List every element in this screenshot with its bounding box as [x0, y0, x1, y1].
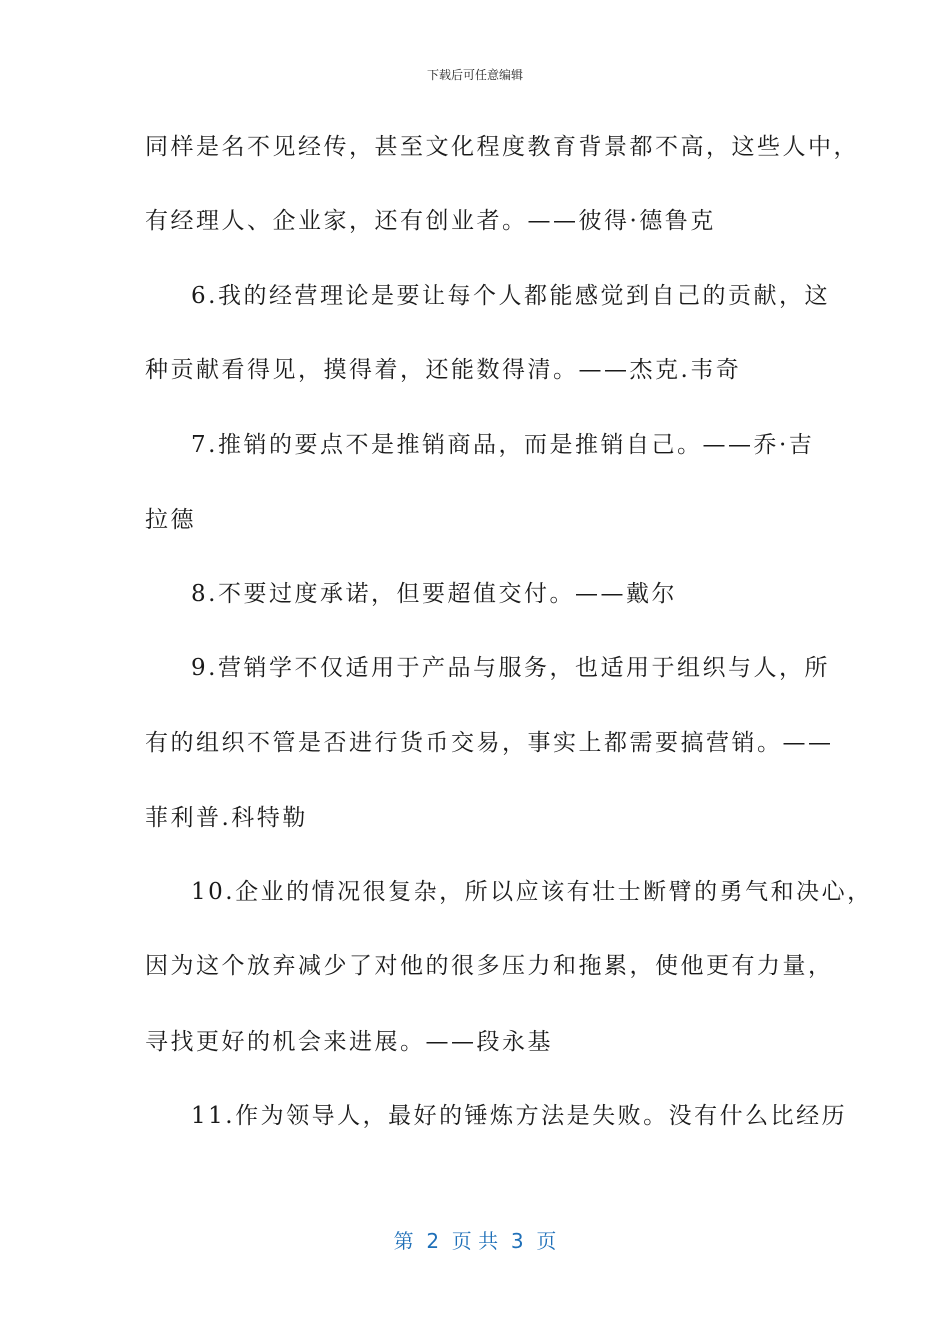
body-line: 有的组织不管是否进行货币交易，事实上都需要搞营销。—— [145, 730, 834, 756]
page-indicator: 第 2 页 共 3 页 [393, 1229, 557, 1253]
body-line: 因为这个放弃减少了对他的很多压力和拖累，使他更有力量， [145, 953, 834, 979]
body-line: 6.我的经营理论是要让每个人都能感觉到自己的贡献，这 [191, 283, 830, 309]
body-line: 7.推销的要点不是推销商品，而是推销自己。——乔·吉 [191, 432, 815, 458]
body-line: 8.不要过度承诺，但要超值交付。——戴尔 [191, 581, 677, 607]
body-line: 有经理人、企业家，还有创业者。——彼得·德鲁克 [145, 208, 716, 234]
header-note: 下载后可任意编辑 [426, 68, 523, 82]
body-line: 拉德 [145, 507, 196, 533]
body-line: 11.作为领导人，最好的锤炼方法是失败。没有什么比经历 [191, 1103, 848, 1129]
body-line: 10.企业的情况很复杂，所以应该有壮士断臂的勇气和决心， [191, 879, 873, 905]
body-line: 菲利普.科特勒 [145, 805, 308, 831]
body-line: 种贡献看得见，摸得着，还能数得清。——杰克.韦奇 [145, 357, 742, 383]
body-line: 同样是名不见经传，甚至文化程度教育背景都不高，这些人中， [145, 134, 859, 160]
body-line: 寻找更好的机会来进展。——段永基 [145, 1029, 553, 1055]
body-line: 9.营销学不仅适用于产品与服务，也适用于组织与人，所 [191, 655, 830, 681]
